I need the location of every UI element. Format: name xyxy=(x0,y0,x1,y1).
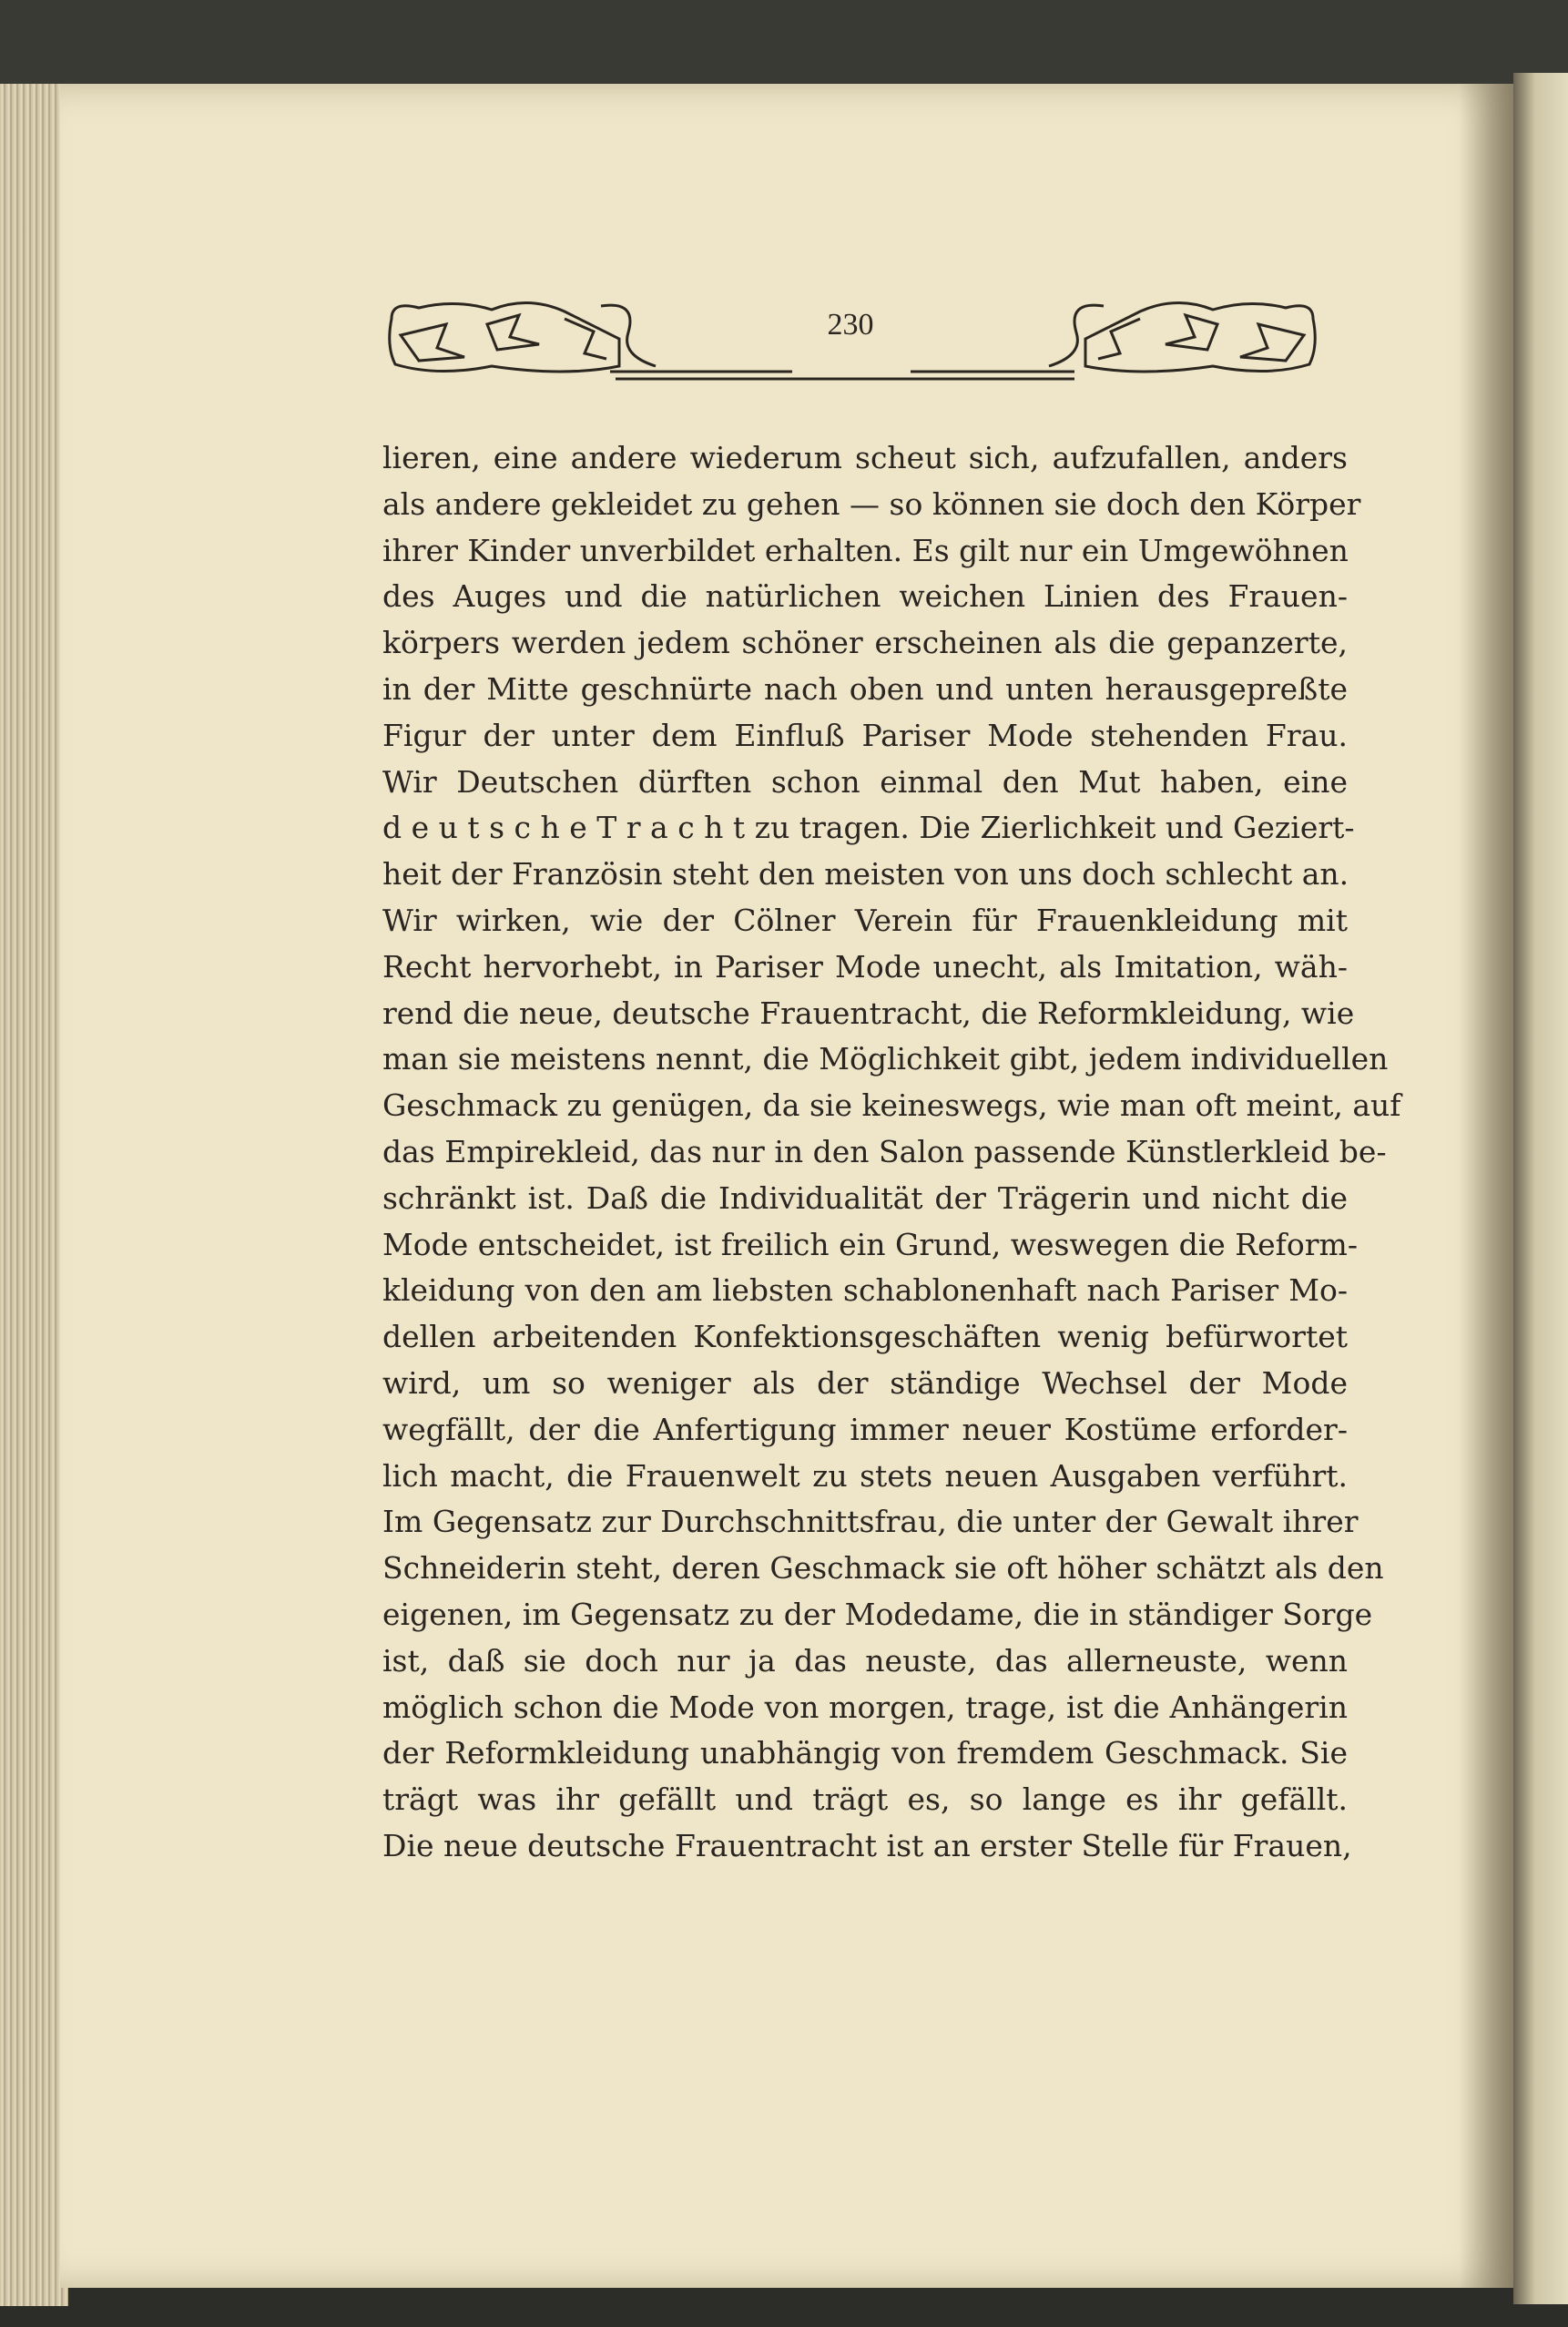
text-line: ihrer Kinder unverbildet erhalten. Es gilt nur ein Umgewöhnen xyxy=(382,532,1349,568)
text-line: möglich schon die Mode von morgen, trage, ist die Anhängerin xyxy=(382,1689,1348,1725)
facing-page-edge xyxy=(1513,73,1568,2304)
page-edges xyxy=(0,84,68,2306)
text-line: rend die neue, deutsche Frauentracht, die Reformkleidung, wie xyxy=(382,995,1355,1031)
text-line: körpers werden jedem schöner erscheinen als die gepanzerte, xyxy=(382,625,1348,661)
text-line: trägt was ihr gefällt und trägt es, so lange es ihr gefällt. xyxy=(382,1781,1348,1818)
text-line: ist, daß sie doch nur ja das neuste, das allerneuste, wenn xyxy=(382,1642,1348,1679)
text-line: des Auges und die natürlichen weichen Linien des Frauen- xyxy=(382,578,1348,615)
body-text xyxy=(382,435,1401,1870)
text-line: man sie meistens nennt, die Möglichkeit gibt, jedem individuellen xyxy=(382,1041,1389,1077)
text-line: Die neue deutsche Frauentracht ist an erster Stelle für Frauen, xyxy=(382,1827,1352,1863)
text-line: Wir wirken, wie der Cölner Verein für Frauenkleidung mit xyxy=(382,902,1348,938)
text-line: wird, um so weniger als der ständige Wechsel der Mode xyxy=(382,1364,1348,1401)
text-line: heit der Französin steht den meisten von uns doch schlecht an. xyxy=(382,856,1349,893)
text-line: als andere gekleidet zu gehen — so können sie doch den Körper xyxy=(382,485,1361,522)
text-line: Im Gegensatz zur Durchschnittsfrau, die unter der Gewalt ihrer xyxy=(382,1504,1359,1540)
text-line: der Reformkleidung unabhängig von fremdem Geschmack. Sie xyxy=(382,1735,1348,1771)
text-line: eigenen, im Gegensatz zu der Modedame, die in ständiger Sorge xyxy=(382,1596,1373,1632)
text-line: dellen arbeitenden Konfektionsgeschäften wenig befürwortet xyxy=(382,1319,1348,1355)
text-line: Mode entscheidet, ist freilich ein Grund, weswegen die Reform- xyxy=(382,1226,1358,1262)
page-header xyxy=(382,282,1322,401)
text-line: lieren, eine andere wiederum scheut sich, aufzufallen, anders xyxy=(382,440,1348,475)
text-line: Schneiderin steht, deren Geschmack sie oft höher schätzt als den xyxy=(382,1550,1384,1587)
text-line: kleidung von den am liebsten schablonenhaft nach Pariser Mo- xyxy=(382,1272,1348,1309)
text-line: schränkt ist. Daß die Individualität der Trägerin und nicht die xyxy=(382,1179,1348,1216)
text-line: Geschmack zu genügen, da sie keineswegs, wie man oft meint, auf xyxy=(382,1087,1401,1124)
text-line: wegfällt, der die Anfertigung immer neuer Kostüme erforder- xyxy=(382,1411,1348,1447)
text-line: Figur der unter dem Einfluß Pariser Mode stehenden Frau. xyxy=(382,717,1348,753)
text-line: in der Mitte geschnürte nach oben und unten herausgepreßte xyxy=(382,670,1348,707)
page-number: 230 xyxy=(827,308,874,342)
text-line: Wir Deutschen dürften schon einmal den Mut haben, eine xyxy=(382,763,1348,800)
text-line: d e u t s c h e T r a c h t zu tragen. Die Zierlichkeit und Geziert- xyxy=(382,810,1355,846)
text-line: das Empirekleid, das nur in den Salon passende Künstlerkleid be- xyxy=(382,1133,1387,1169)
text-line: Recht hervorhebt, in Pariser Mode unecht, als Imitation, wäh- xyxy=(382,948,1348,985)
page-gutter-shadow xyxy=(1459,84,1513,2288)
text-line: lich macht, die Frauenwelt zu stets neuen Ausgaben verführt. xyxy=(382,1457,1348,1494)
